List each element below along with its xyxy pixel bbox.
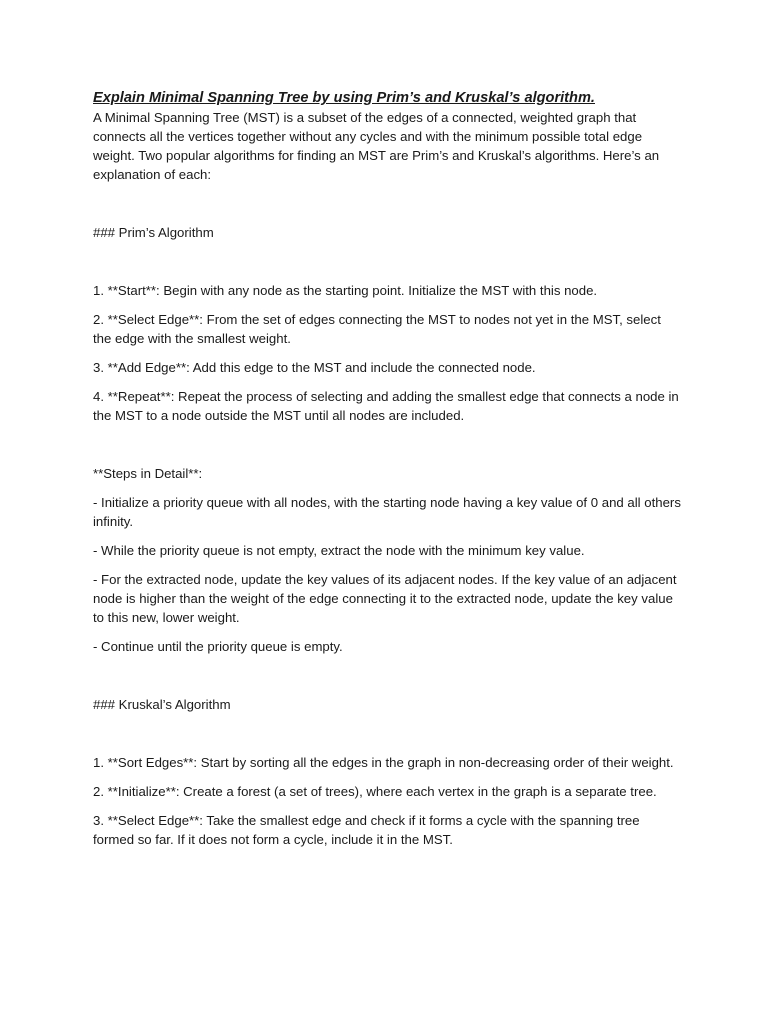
prim-steps-list <box>93 281 681 425</box>
prim-detail-continue: - Continue until the priority queue is empty. <box>93 639 343 654</box>
document-title: Explain Minimal Spanning Tree by using Prim’s and Kruskal’s algorithm. <box>93 90 595 106</box>
prim-details-heading: **Steps in Detail**: <box>93 466 203 481</box>
kruskal-steps-list <box>93 753 681 849</box>
prim-detail-extract: - While the priority queue is not empty, extract the node with the minimum key value. <box>93 543 585 558</box>
prim-step-start: 1. **Start**: Begin with any node as the starting point. Initialize the MST with this node. <box>93 283 598 298</box>
prim-detail-update: - For the extracted node, update the key values of its adjacent nodes. If the key value of an adjacent node is higher than the weight of the edge connecting it to the extracted node, update the key value to this new, lower weight. <box>93 572 677 625</box>
kruskal-heading: ### Kruskal’s Algorithm <box>93 697 231 712</box>
prim-heading: ### Prim’s Algorithm <box>93 225 214 240</box>
document-body <box>93 88 681 849</box>
prim-step-select-edge: 2. **Select Edge**: From the set of edges connecting the MST to nodes not yet in the MST, select the edge with the smallest weight. <box>93 312 661 346</box>
prim-details-list <box>93 493 681 656</box>
kruskal-step-select-edge: 3. **Select Edge**: Take the smallest edge and check if it forms a cycle with the spanning tree formed so far. If it does not form a cycle, include it in the MST. <box>93 813 640 847</box>
prim-step-repeat: 4. **Repeat**: Repeat the process of selecting and adding the smallest edge that connects a node in the MST to a node outside the MST until all nodes are included. <box>93 389 679 423</box>
kruskal-step-sort-edges: 1. **Sort Edges**: Start by sorting all the edges in the graph in non-decreasing order of their weight. <box>93 755 674 770</box>
intro-paragraph: A Minimal Spanning Tree (MST) is a subset of the edges of a connected, weighted graph that connects all the vertices together without any cycles and with the minimum possible total edge weight. Two popular algorithms for finding an MST are Prim’s and Kruskal’s algorithms. Here’s an explanation of each: <box>93 110 660 182</box>
prim-step-add-edge: 3. **Add Edge**: Add this edge to the MST and include the connected node. <box>93 360 536 375</box>
kruskal-step-initialize: 2. **Initialize**: Create a forest (a set of trees), where each vertex in the graph is a separate tree. <box>93 784 657 799</box>
prim-detail-initialize: - Initialize a priority queue with all nodes, with the starting node having a key value of 0 and all others infinity. <box>93 495 681 529</box>
